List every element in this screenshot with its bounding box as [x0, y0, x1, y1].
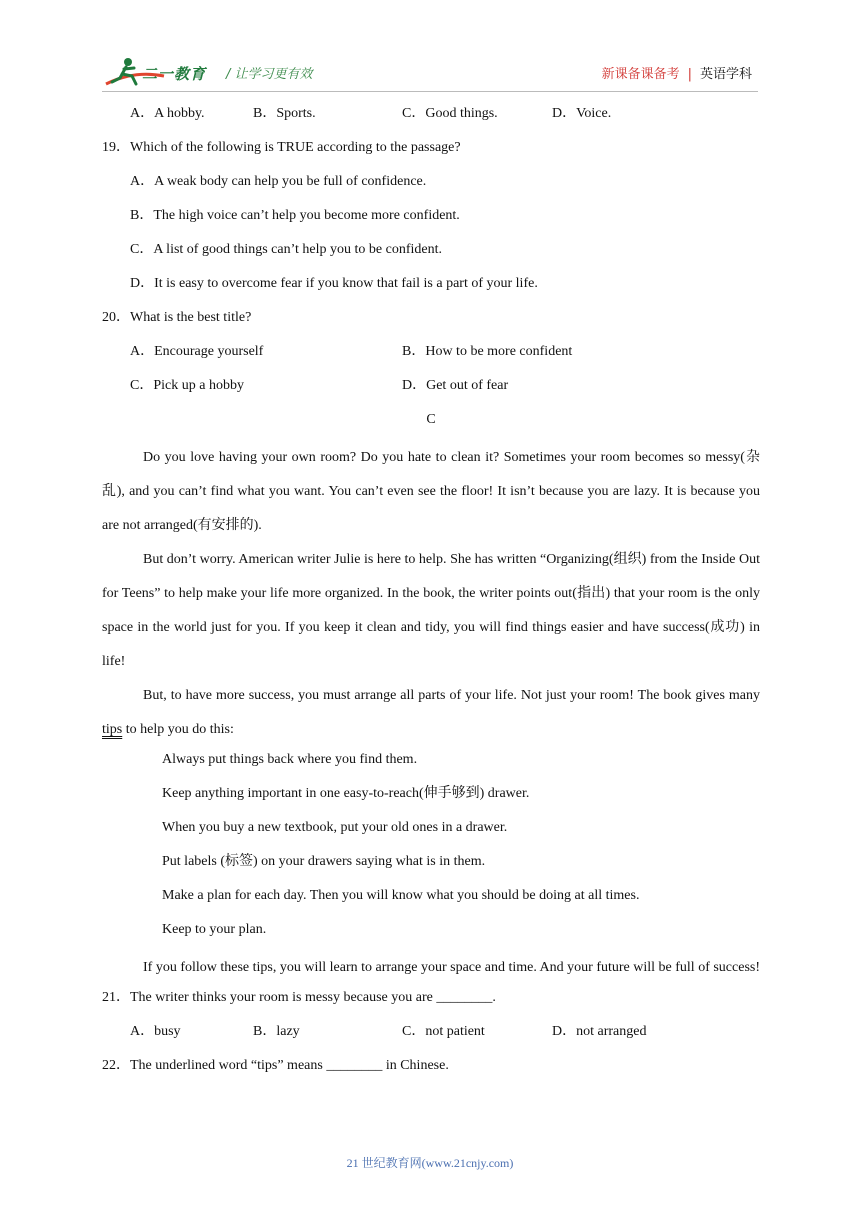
q22-stem: 22．The underlined word “tips” means ________ in Chinese. [102, 1058, 449, 1073]
passage-paragraph-3-text: But, to have more success, you must arrange all parts of your life. Not just your room! The book gives many [143, 688, 760, 703]
q19-stem: 19．Which of the following is TRUE according to the passage? [102, 140, 461, 155]
q19-option-a: A．A weak body can help you be full of confidence. [130, 174, 427, 189]
passage-paragraph-3 [102, 679, 760, 747]
tip-item: Keep to your plan. [162, 922, 267, 937]
section-label: C [426, 412, 436, 427]
passage-paragraph-4: If you follow these tips, you will learn to arrange your space and time. And your future will be full of success! [143, 960, 761, 975]
header-subject-label: 英语学科 [699, 67, 752, 82]
q18-options [102, 101, 760, 135]
q21-stem: 21．The writer thinks your room is messy because you are ________. [102, 990, 496, 1005]
q18-option-a: A．A hobby. [130, 106, 205, 121]
page-footer: 21 世纪教育网(www.21cnjy.com) [346, 1156, 514, 1170]
header-course-label: 新课备课备考 [601, 67, 680, 82]
underlined-word-tips: tips [102, 722, 123, 737]
q20-option-a: A．Encourage yourself [130, 344, 264, 359]
tip-item: Always put things back where you find them. [162, 752, 418, 767]
passage-paragraph-3-end: to help you do this: [122, 722, 234, 737]
q21-option-b: B．lazy [253, 1024, 300, 1039]
q20-option-d: D．Get out of fear [402, 378, 509, 393]
q21-option-d: D．not arranged [552, 1024, 647, 1039]
header-right [602, 63, 752, 82]
tip-item: Make a plan for each day. Then you will know what you should be doing at all times. [162, 888, 640, 903]
header-slogan: / 让学习更有效 [226, 67, 313, 82]
q20-options-row1 [102, 339, 760, 373]
header-separator: | [687, 67, 692, 82]
q19-option-b: B．The high voice can’t help you become more confident. [130, 208, 460, 223]
q19-option-d: D．It is easy to overcome fear if you know that fail is a part of your life. [130, 276, 538, 291]
q18-option-d: D．Voice. [552, 106, 612, 121]
passage-paragraph-1: Do you love having your own room? Do you hate to clean it? Sometimes your room becomes so messy(杂乱), and you can’t find what you want. You can’t even see the floor! It isn’t because you are lazy. It is because you are not arranged(有安排的). [102, 450, 760, 533]
q18-option-b: B．Sports. [253, 106, 316, 121]
brand-name: 二一教育 [142, 65, 207, 83]
tip-item: Put labels (标签) on your drawers saying what is in them. [162, 854, 486, 869]
q21-options [102, 1019, 760, 1053]
q21-option-c: C．not patient [402, 1024, 485, 1039]
q18-option-c: C．Good things. [402, 106, 498, 121]
q20-options-row2 [102, 373, 760, 407]
q20-option-b: B．How to be more confident [402, 344, 573, 359]
passage-paragraph-2: But don’t worry. American writer Julie is here to help. She has written “Organizing(组织) from the Inside Out for Teens” to help make your life more organized. In the book, the writer points out(指出) that your room is the only space in the world just for you. If you keep it clean and tidy, you will find things easier and have success(成功) in life! [102, 552, 760, 669]
q20-stem: 20．What is the best title? [102, 310, 252, 325]
tip-item: When you buy a new textbook, put your old ones in a drawer. [162, 820, 508, 835]
tip-item: Keep anything important in one easy-to-reach(伸手够到) drawer. [162, 786, 530, 801]
q19-option-c: C．A list of good things can’t help you to be confident. [130, 242, 442, 257]
q21-option-a: A．busy [130, 1024, 181, 1039]
header-divider [102, 91, 758, 92]
document-body [102, 101, 760, 1087]
q20-option-c: C．Pick up a hobby [130, 378, 244, 393]
page-header [0, 0, 860, 90]
